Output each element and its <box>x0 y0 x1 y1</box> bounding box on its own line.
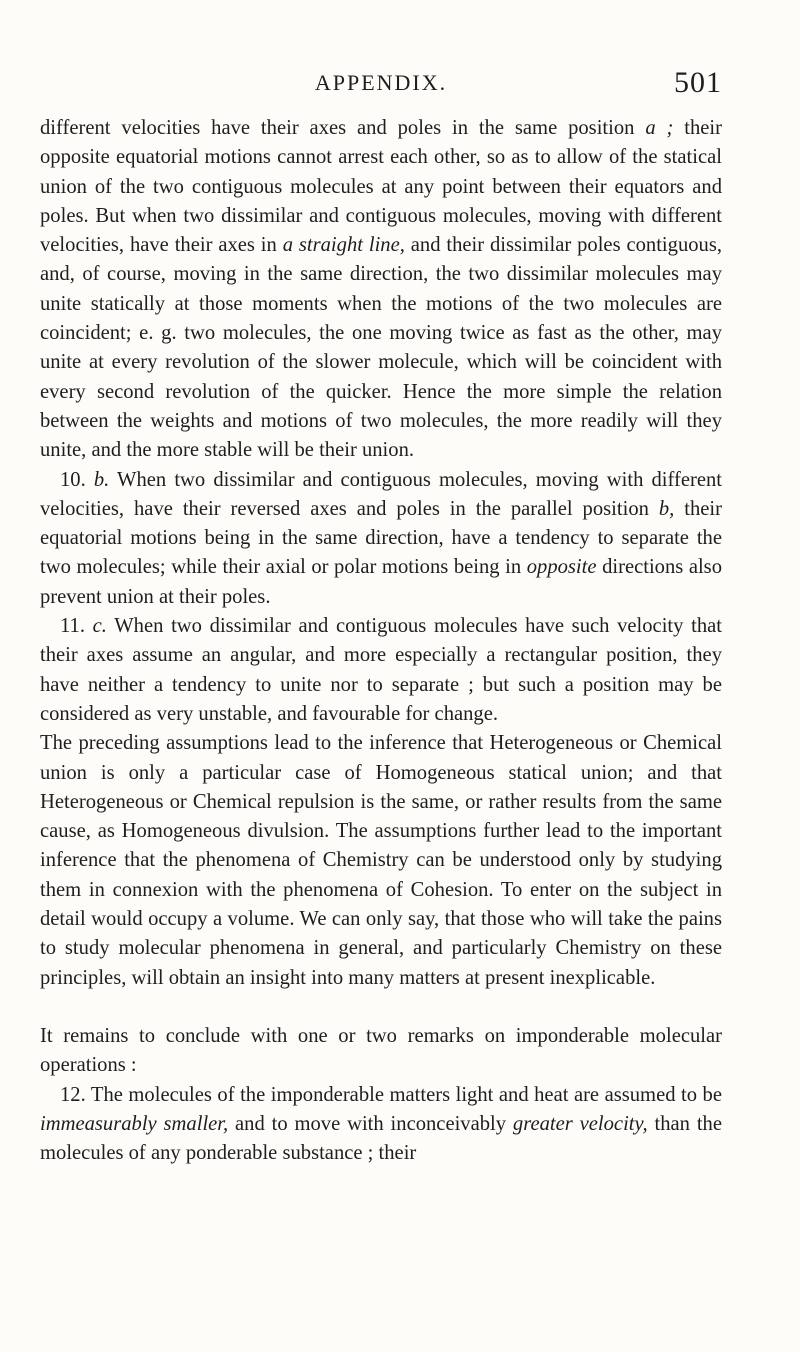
paragraph-continuation: different velocities have their axes and poles in the same position a ; their opposite equatorial motions cannot arrest each other, so as to allow of the statical union of the two contiguous molecules at any point between their equators and poles. But when two dissimilar and contiguous molecules, moving with different velocities, have their axes in a straight line, and their dissimilar poles contiguous, and, of course, moving in the same direction, the two dissimilar molecules may unite statically at those moments when the motions of the two molecules are coincident; e. g. two molecules, the one moving twice as fast as the other, may unite at every revolution of the slower molecule, which will be coincident with every second revolution of the quicker. Hence the more simple the relation between the weights and motions of two molecules, the more readily will they unite, and the more stable will be their union. <box>40 117 722 462</box>
paragraph-conclusion: It remains to conclude with one or two remarks on imponderable molecular operations : <box>40 1024 722 1077</box>
running-head: APPENDIX. <box>314 70 448 95</box>
paragraph-inference: The preceding assumptions lead to the inference that Heterogeneous or Chemical union is only a particular case of Homogeneous statical union; and that Heterogeneous or Chemical repulsion is the same, or rather results from the same cause, as Homogeneous divulsion. The assumptions further lead to the important inference that the phenomena of Chemistry can be understood only by studying them in connexion with the phenomena of Cohesion. To enter on the subject in detail would occupy a volume. We can only say, that those who will take the pains to study molecular phenomena in general, and particularly Chemistry on these principles, will obtain an insight into many matters at present inexplicable. <box>40 732 722 989</box>
page-number: 501 <box>674 66 722 99</box>
paragraph-12: 12. The molecules of the imponderable matters light and heat are assumed to be immeasurably smaller, and to move with inconceivably greater velocity, than the molecules of any ponderable substance ; their <box>40 1083 722 1165</box>
page-header <box>40 66 722 106</box>
paragraph-10: 10. b. When two dissimilar and contiguous molecules, moving with different velocities, have their reversed axes and poles in the parallel position b, their equatorial motions being in the same direction, have a tendency to separate the two molecules; while their axial or polar motions being in opposite directions also prevent union at their poles. <box>40 468 723 608</box>
body-text <box>40 114 722 1168</box>
paragraph-11: 11. c. When two dissimilar and contiguous molecules have such velocity that their axes assume an angular, and more especially a rectangular position, they have neither a tendency to unite nor to separate ; but such a position may be considered as very unstable, and favourable for change. <box>40 615 722 725</box>
